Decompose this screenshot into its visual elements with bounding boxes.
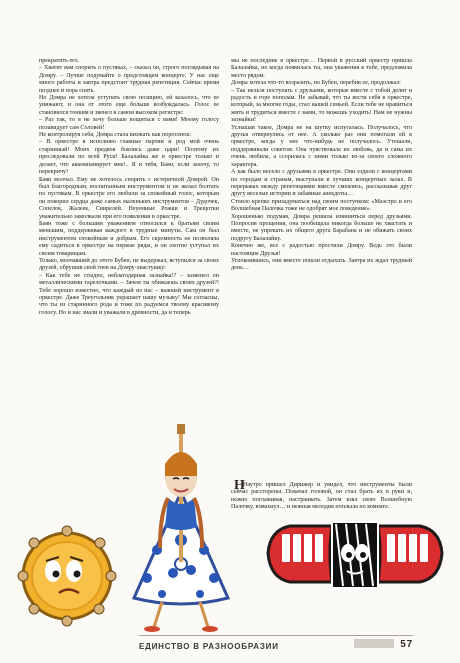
- left-paragraph-5: Не контролируя себя, Домра стала визжать как поросенок:: [39, 132, 192, 139]
- right-lower-paragraph-1: Наутро пришел Дирижер и увидел, что инструменты были сейчас рассторены. Покачал головой, он стал брать их в руки и, нежно поглаживая, настраивать. Затем взял свою Волшебную Палочку, взмахнул… и нежная мелодия поплыла по комнате.: [231, 482, 412, 511]
- right-paragraph-6: Стоило крепко призадуматься над своим поступком: «Маэстро и его Волшебная Палочка тоже не одобрят мое поведение».: [231, 198, 412, 213]
- right-paragraph-7: Хорошенько подумав, Домра решила извиниться перед друзьями. Попросив прощения, она пообещала никогда больше не хвастать и вместе, не упрекать их общего друга Барабана и не обижать своих подругу Балалайку.: [231, 213, 412, 242]
- left-paragraph-4: – Раз так, то я не хочу больше вощиться с вами! Моему голосу позавидует сам Соловей!: [39, 117, 219, 131]
- drop-cap: Н: [234, 478, 245, 493]
- left-column: [39, 58, 219, 503]
- right-paragraph-3: – Так нельзя поступать с друзьями, которые вместе с тобой делят и радость и горе пополам. Не забывай, что ты вести себя в оркестре, который, за многие годы, стал нашей семьей. Если тебе не нравиться жить и трудиться вместе с нами, то можешь уходить! Нам не нужны зазнайки!: [231, 87, 412, 124]
- footer-rule: [139, 635, 413, 636]
- page-footer: [139, 640, 413, 652]
- right-paragraph-4: Услышав такое, Домра не на шутку испугалась. Получалось, что друзья отвернулись от нее. А сколько раз они помогали ей в оркестре, когда у нее что-нибудь не получалось. Утешали, поддерживали советом. Она чувствовала их любовь, да и сама их очень любила, а ссорилась с ними только из-за своего сложного характера.: [231, 124, 412, 168]
- footer-decorative-bar: [354, 639, 394, 648]
- right-column-lower: [231, 478, 412, 572]
- right-paragraph-9: Успокоившись, они вместе пошли отдыхать. Завтра их ждал трудный день…: [231, 257, 412, 272]
- right-paragraph-5: А как было весело с друзьями в оркестре. Они ездили с концертами по городам и странам, выступали в лучших концертных залах. В перерывах между репетициями вместе смеялись, рассказывая друг другу веселые истории и забавные анекдоты…: [231, 169, 412, 198]
- left-paragraph-3: Но Домра не хотела уступать свою позицию, ей казалось, что ее унижают, и она от этого еще больше возбуждалась. Голос ее становился тонким и звенел в самом высоком регистре:: [39, 95, 219, 116]
- right-paragraph-8: Конечно же, все с радостью простили Домру. Ведь это были настоящие Друзья!: [231, 243, 412, 257]
- footer-title: ЕДИНСТВО В РАЗНООБРАЗИИ: [139, 641, 279, 651]
- tambourine-character-illustration: [13, 522, 121, 628]
- left-paragraph-7: Баян молчал. Ему не хотелось спорить с истеричной Домрой. Он был благородным, воспитанным инструментом и не желал болтать по пустякам. В оркестре его любили за спокойный голос, которым он покорил сердца даже самых маленьких инструментов – Дудочек, Сопелок, Жалеек, Свирелей. Неуемные Рожки и Трещотки уважительно замолкали при его появлении в оркестре.: [39, 176, 219, 220]
- left-paragraph-8: Баян тоже с большим уважением относился к братьям своим меньшим, поддерживая каждого в трудные минуты. Сам он был инструментом спокойным и добрым. Его скромность не позволяла ему садиться в оркестре на первые ряды, и он охотно уступал их своим товарищам.: [39, 220, 219, 257]
- left-paragraph-9: Только, молчавший до этого Бубен, не выдержал, вступился за своих друзей, обрушив свой гнев на Домру-хвастушку:: [39, 257, 219, 272]
- right-column: [231, 58, 412, 482]
- left-paragraph-1: прекратить его.: [39, 58, 80, 64]
- right-paragraph-1: мы не последние в оркестре… Первой в русский оркестр пришла Балалайка, но когда появилась ты, она уважения к тебе, предложила место рядом.: [231, 58, 412, 79]
- left-paragraph-6: – В оркестре я исполняю главные партии и род мой очень старинный! Моих предков боялись даже цари! Поэтому их преследовали по всей Руси! Балалайка же в оркестре только и делает, что аккомпанирует мне!.. Я и тебя, Баян, если захочу, то перекричу!: [39, 139, 219, 176]
- left-paragraph-10: – Как тебе не стыдно, неблагодарная зазнайка!? – зазвенел он металлическими тарелочками. – Зачем ты обижаешь своих друзей?! Тебе хорошо известно, что каждый из нас – важный инструмент в оркестре. Даже Треугольник украшает нашу музыку! Мы согласны, что ты из старинного рода и тоже по радуемся твоему красивому голосу. Но и нас знали и уважали в древности, да и теперь: [39, 272, 219, 316]
- right-paragraph-2: Домра хотела что-то возразить, но Бубен, перебив ее, продолжал:: [231, 80, 401, 87]
- page-number: 57: [400, 639, 413, 650]
- left-paragraph-2: – Хватит вам спорить о пустяках, – сказал он, строго поглядывая на Домру. – Лучше подумайте о предстоящем концерте. У нас еще много работы и завтра предстоит трудная репетиция. Сейчас время позднее и пора спать.: [39, 65, 219, 94]
